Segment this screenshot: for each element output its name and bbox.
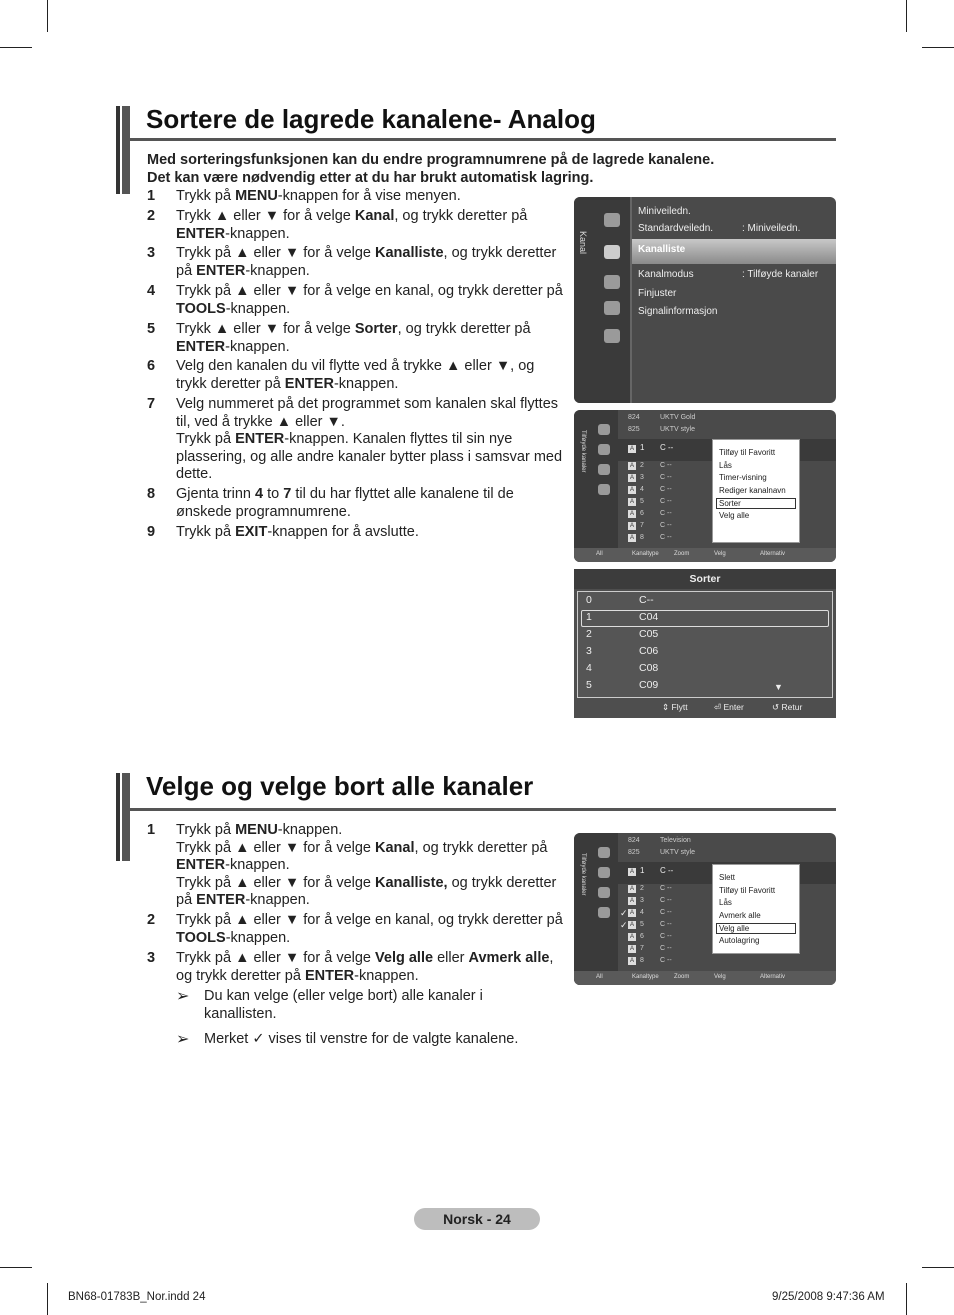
crop-mark <box>922 47 954 48</box>
channel-name: UKTV Gold <box>660 414 696 421</box>
step-text: Trykk på MENU-knappen. Trykk på ▲ eller ▼ for å velge Kanal, og trykk deretter på ENTER-knappen. Trykk på ▲ eller ▼ for å velge Kanalliste, og trykk deretter på ENTER-knappen. <box>176 822 557 908</box>
channel-row[interactable]: A 2 <box>629 462 644 469</box>
step-number: 1 <box>147 188 156 204</box>
tv-icon <box>598 424 610 435</box>
section-rule <box>130 138 836 141</box>
section-title: Velge og velge bort alle kanaler <box>146 771 534 801</box>
footer-flytt: ⇕ Flytt <box>662 702 688 712</box>
channel-row[interactable]: A 5 <box>629 921 644 928</box>
section-bar <box>116 773 130 861</box>
channel-row[interactable]: A 5 <box>629 498 644 505</box>
step <box>147 822 567 910</box>
footer-retur: ↺ Retur <box>772 702 803 712</box>
note: ➢ Du kan velge (eller velge bort) alle kanaler i kanallisten. <box>176 988 483 1022</box>
updown-icon: ⇕ <box>662 702 670 712</box>
menu-sidebar <box>574 197 630 403</box>
channel-row-selected[interactable]: A 1 <box>629 866 645 875</box>
sorter-row-number[interactable]: 1 <box>586 611 592 623</box>
menu-screen <box>574 197 836 403</box>
channel-name: Television <box>660 837 691 844</box>
analog-badge-icon: A <box>629 475 634 481</box>
popup-item[interactable]: Avmerk alle <box>719 910 761 920</box>
return-icon: ↺ <box>772 702 780 712</box>
sorter-row-channel: C-- <box>639 594 654 606</box>
step <box>147 358 567 393</box>
step-text: Trykk ▲ eller ▼ for å velge Sorter, og trykk deretter på ENTER-knappen. <box>176 321 531 355</box>
channel-row[interactable]: A 8 <box>629 957 644 964</box>
step-text: Trykk på EXIT-knappen for å avslutte. <box>176 524 419 540</box>
analog-badge-icon: A <box>629 946 634 952</box>
crop-mark <box>47 0 48 32</box>
tools-icon <box>598 444 610 455</box>
heart-icon <box>598 887 610 898</box>
step-number: 2 <box>147 912 156 928</box>
file-meta: BN68-01783B_Nor.indd 24 <box>68 1291 206 1303</box>
sorter-row-number[interactable]: 4 <box>586 662 592 674</box>
crop-mark <box>0 1267 32 1268</box>
section-rule <box>130 808 836 811</box>
channel-row[interactable]: A 8 <box>629 534 644 541</box>
step-number: 8 <box>147 486 156 502</box>
sorter-row-channel: C08 <box>639 662 659 674</box>
intro-text: Det kan være nødvendig etter at du har brukt automatisk lagring. <box>147 170 594 186</box>
crop-mark <box>0 47 32 48</box>
menu-side-label: Kanal <box>578 231 588 255</box>
channel-name: C -- <box>660 462 672 469</box>
footer-item: Velg <box>714 974 726 980</box>
sorter-row-channel: C06 <box>639 645 659 657</box>
sorter-row-channel: C04 <box>639 611 659 623</box>
channel-row[interactable]: A 2 <box>629 885 644 892</box>
analog-badge-icon: A <box>629 511 634 517</box>
analog-badge-icon: A <box>629 922 634 928</box>
picture-icon <box>604 213 620 227</box>
footer-item: Zoom <box>674 974 690 980</box>
step <box>147 283 567 318</box>
tv-icon <box>598 847 610 858</box>
step-number: 2 <box>147 208 156 224</box>
menu-item[interactable]: Signalinformasjon <box>638 306 718 317</box>
intro-text: Med sorteringsfunksjonen kan du endre programnumrene på de lagrede kanalene. <box>147 152 715 168</box>
channel-name: C -- <box>660 498 672 505</box>
step-text: Trykk på MENU-knappen for å vise menyen. <box>176 188 461 204</box>
step-number: 6 <box>147 358 156 374</box>
check-icon: ✓ <box>620 920 628 930</box>
channel-name: C -- <box>660 957 672 964</box>
channel-name: C -- <box>660 486 672 493</box>
menu-item-selected[interactable]: Kanalliste <box>638 244 686 255</box>
step-number: 9 <box>147 524 156 540</box>
step <box>147 188 567 206</box>
footer-item: Alternativ <box>760 974 786 980</box>
step <box>147 245 567 280</box>
channel-row[interactable]: 824 <box>628 414 640 421</box>
step-number: 3 <box>147 245 156 261</box>
popup-item[interactable]: Velg alle <box>716 923 796 934</box>
channel-name: C -- <box>660 522 672 529</box>
channel-name: C -- <box>660 897 672 904</box>
channel-name: C -- <box>660 866 674 875</box>
footer-item: Kanaltype <box>632 974 659 980</box>
channel-name: C -- <box>660 933 672 940</box>
scroll-down-icon: ▼ <box>774 682 783 692</box>
menu-item[interactable]: Standardveiledn. <box>638 223 714 234</box>
setup-icon <box>604 275 620 289</box>
step <box>147 396 567 484</box>
analog-badge-icon: A <box>629 523 634 529</box>
channel-list-screen <box>574 833 836 985</box>
sorter-screen <box>574 569 836 718</box>
popup-item[interactable]: Velg alle <box>719 510 750 520</box>
channel-row[interactable]: A 7 <box>629 522 644 529</box>
sorter-row-channel: C09 <box>639 679 659 691</box>
footer-item: All <box>596 551 603 557</box>
step <box>147 524 567 542</box>
channel-name: C -- <box>660 945 672 952</box>
sorter-row-channel: C05 <box>639 628 659 640</box>
channel-name: C -- <box>660 443 674 452</box>
analog-badge-icon: A <box>629 869 634 875</box>
footer-item: All <box>596 974 603 980</box>
analog-badge-icon: A <box>629 535 634 541</box>
channel-row[interactable]: 825 <box>628 426 640 433</box>
step-number: 3 <box>147 950 156 966</box>
sorter-row-number[interactable]: 0 <box>586 594 592 606</box>
channel-row[interactable]: A 4 <box>629 486 644 493</box>
sorter-row-number[interactable]: 2 <box>586 628 592 640</box>
footer-item: Kanaltype <box>632 551 659 557</box>
footer-enter: ⏎ Enter <box>714 702 744 712</box>
list-footer <box>574 548 836 562</box>
channel-row[interactable]: A 7 <box>629 945 644 952</box>
menu-item[interactable]: Miniveiledn. <box>638 206 691 217</box>
channel-row[interactable]: A 3 <box>629 474 644 481</box>
tools-popup <box>712 864 800 954</box>
heart-icon <box>598 464 610 475</box>
step-number: 5 <box>147 321 156 337</box>
popup-item[interactable]: Autolagring <box>719 935 760 945</box>
menu-item[interactable]: Finjuster <box>638 288 677 299</box>
step-number: 1 <box>147 822 156 838</box>
analog-badge-icon: A <box>629 886 634 892</box>
sorter-title: Sorter <box>689 573 721 585</box>
channel-row[interactable]: A 4 <box>629 909 644 916</box>
step-text: Trykk på ▲ eller ▼ for å velge en kanal, og trykk deretter på TOOLS-knappen. <box>176 912 563 946</box>
menu-item-value: : Tilføyde kanaler <box>742 269 819 280</box>
list-side-label: Tilføyde kanaler <box>580 853 586 896</box>
footer-item: Velg <box>714 551 726 557</box>
popup-item[interactable]: Tilføy til Favoritt <box>719 448 776 457</box>
analog-badge-icon: A <box>629 934 634 940</box>
analog-badge-icon: A <box>629 958 634 964</box>
step-text: Gjenta trinn 4 to 7 til du har flyttet alle kanalene til de ønskede programnumrene. <box>176 486 514 520</box>
clock-icon <box>598 484 610 495</box>
popup-item[interactable]: Tilføy til Favoritt <box>719 885 776 895</box>
popup-item[interactable]: Timer-visning <box>719 473 767 482</box>
channel-name: C -- <box>660 510 672 517</box>
channel-name: C -- <box>660 474 672 481</box>
analog-badge-icon: A <box>629 898 634 904</box>
channel-row-selected[interactable]: A 1 <box>629 443 645 452</box>
sorter-row-number[interactable]: 3 <box>586 645 592 657</box>
step-number: 4 <box>147 283 156 299</box>
page-number: Norsk - 24 <box>414 1208 540 1230</box>
analog-badge-icon: A <box>629 463 634 469</box>
list-footer <box>574 971 836 985</box>
enter-icon: ⏎ <box>714 702 722 712</box>
step <box>147 950 567 985</box>
step <box>147 912 567 947</box>
popup-item[interactable]: Sorter <box>716 498 796 509</box>
analog-badge-icon: A <box>629 446 634 452</box>
channel-name: C -- <box>660 885 672 892</box>
step-text: Trykk ▲ eller ▼ for å velge Kanal, og trykk deretter på ENTER-knappen. <box>176 208 528 242</box>
channel-row[interactable]: 824 <box>628 837 640 844</box>
analog-badge-icon: A <box>629 487 634 493</box>
step-text: Trykk på ▲ eller ▼ for å velge en kanal, og trykk deretter på TOOLS-knappen. <box>176 283 563 317</box>
step-text: Velg nummeret på det programmet som kanalen skal flyttes til, ved å trykke ▲ eller ▼. Trykk på ENTER-knappen. Kanalen flyttes til sin nye plassering, og alle andre kanaler bytter plass i samsvar med dette. <box>176 396 563 482</box>
analog-badge-icon: A <box>629 910 634 916</box>
channel-name: UKTV style <box>660 426 696 433</box>
section-bar <box>116 106 130 194</box>
sorter-selected-frame <box>581 610 829 627</box>
popup-item[interactable]: Slett <box>719 873 736 882</box>
support-icon <box>604 329 620 343</box>
note: ➢ Merket ✓ vises til venstre for de valgte kanalene. <box>176 1031 519 1048</box>
tools-icon <box>598 867 610 878</box>
input-icon <box>604 301 620 315</box>
section-title: Sortere de lagrede kanalene- Analog <box>146 104 596 134</box>
sorter-row-number[interactable]: 5 <box>586 679 592 691</box>
channel-row[interactable]: A 3 <box>629 897 644 904</box>
arrow-icon: ➢ <box>176 1031 190 1048</box>
clock-icon <box>598 907 610 918</box>
tools-popup <box>712 439 800 543</box>
channel-row[interactable]: A 6 <box>629 510 644 517</box>
footer-item: Zoom <box>674 551 690 557</box>
menu-item-value: : Miniveiledn. <box>742 223 801 234</box>
step-text: Trykk på ▲ eller ▼ for å velge Kanalliste, og trykk deretter på ENTER-knappen. <box>176 245 557 279</box>
popup-item[interactable]: Lås <box>719 460 732 470</box>
channel-name: C -- <box>660 534 672 541</box>
crop-mark <box>47 1283 48 1315</box>
check-icon: ✓ <box>620 908 628 918</box>
crop-mark <box>906 1283 907 1315</box>
arrow-icon: ➢ <box>176 988 190 1005</box>
crop-mark <box>906 0 907 32</box>
crop-mark <box>922 1267 954 1268</box>
step <box>147 321 567 356</box>
step-text: Velg den kanalen du vil flytte ved å trykke ▲ eller ▼, og trykk deretter på ENTER-knappen. <box>176 358 535 392</box>
step-number: 7 <box>147 396 156 412</box>
channel-name: UKTV style <box>660 849 696 856</box>
step <box>147 208 567 243</box>
date-meta: 9/25/2008 9:47:36 AM <box>772 1291 885 1303</box>
channel-list-screen <box>574 410 836 562</box>
popup-item[interactable]: Rediger kanalnavn <box>719 485 786 495</box>
step-text: Trykk på ▲ eller ▼ for å velge Velg alle eller Avmerk alle, og trykk deretter på ENTER-knappen. <box>176 950 554 984</box>
channel-name: C -- <box>660 909 672 916</box>
channel-icon <box>604 245 620 259</box>
footer-item: Alternativ <box>760 551 786 557</box>
list-side-label: Tilføyde kanaler <box>580 430 586 473</box>
analog-badge-icon: A <box>629 499 634 505</box>
popup-item[interactable]: Lås <box>719 898 732 907</box>
channel-name: C -- <box>660 921 672 928</box>
step <box>147 486 567 521</box>
menu-item[interactable]: Kanalmodus <box>638 269 694 280</box>
channel-row[interactable]: 825 <box>628 849 640 856</box>
channel-row[interactable]: A 6 <box>629 933 644 940</box>
